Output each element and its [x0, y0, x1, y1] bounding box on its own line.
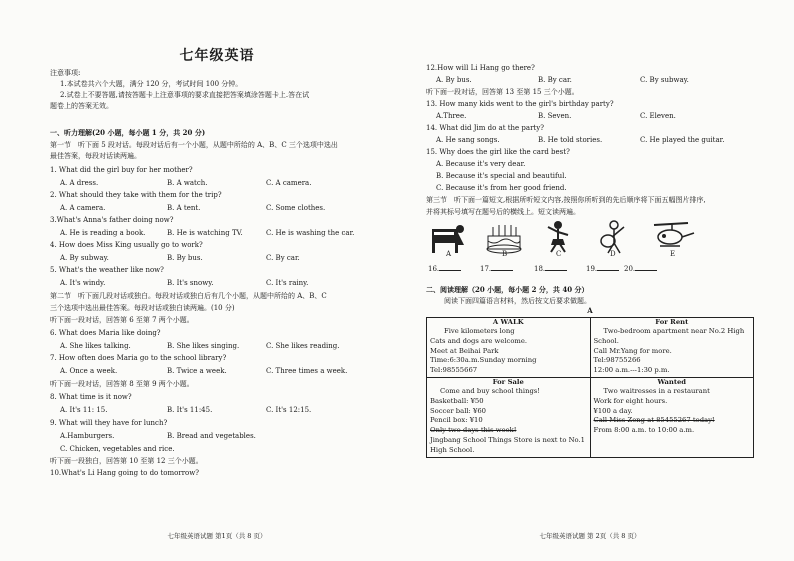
question-9: 9. What will they have for lunch? — [50, 419, 168, 427]
dialog-note-13-15: 听下面一段对话，回答第 13 至第 15 三个小题。 — [426, 88, 579, 96]
page-2-footer: 七年级英语试题 第 2页（共 8 页） — [539, 532, 641, 540]
pic-label-e: E — [670, 250, 676, 258]
ad-wanted-line: From 8:00 a.m. to 10:00 a.m. — [593, 426, 695, 435]
question-7: 7. How often does Maria go to the school library? — [50, 354, 227, 362]
q15-option-a: A. Because it's very dear. — [436, 160, 526, 168]
page-title: 七年级英语 — [179, 48, 255, 64]
answer-blank-16[interactable] — [428, 263, 461, 273]
ad-rent-line: 12:00 a.m.---1:30 p.m. — [593, 366, 670, 375]
blank-label-19: 19. — [586, 265, 598, 273]
q7-option-c: C. Three times a week. — [266, 367, 348, 375]
ad-walk-line: Cats and dogs are welcome. — [430, 336, 528, 345]
q13-option-c: C. Eleven. — [640, 112, 676, 120]
ad-rent-line: School. — [593, 336, 619, 345]
question-15: 15. Why does the girl like the card best? — [426, 148, 570, 156]
ads-table — [426, 317, 754, 458]
ad-rent-title: For Rent — [655, 318, 689, 326]
q13-option-b: B. Seven. — [538, 112, 572, 120]
notice-heading: 注意事项: — [50, 69, 81, 77]
q6-option-b: B. She likes singing. — [167, 342, 240, 350]
ad-rent-line: Tel:98755266 — [593, 356, 641, 365]
notice-line-2: 2.试卷上不要答题,请按答题卡上注意事项的要求直接把答案填涂答题卡上.答在试 — [60, 91, 310, 99]
question-6: 6. What does Maria like doing? — [50, 329, 161, 337]
answer-blank-20[interactable] — [624, 263, 657, 273]
question-4: 4. How does Miss King usually go to work? — [50, 241, 203, 249]
q15-option-b: B. Because it's special and beautiful. — [436, 172, 567, 180]
q14-option-a: A. He sang songs. — [436, 136, 500, 144]
page-1-footer: 七年级英语试题 第1页（共 8 页） — [167, 532, 267, 540]
q5-option-c: C. It's rainy. — [266, 279, 309, 287]
q6-option-a: A. She likes talking. — [60, 342, 131, 350]
q1-option-b: B. A watch. — [167, 179, 208, 187]
blank-label-20: 20. — [624, 265, 636, 273]
q5-option-a: A. It's windy. — [60, 279, 106, 287]
q6-option-c: C. She likes reading. — [266, 342, 340, 350]
ad-sale-line: Basketball: ¥50 — [430, 396, 484, 405]
q9-option-b: B. Bread and vegetables. — [167, 432, 256, 440]
section-2-heading: 二、阅读理解（20 小题，每小题 2 分，共 40 分） — [426, 285, 589, 294]
question-5: 5. What's the weather like now? — [50, 266, 164, 274]
answer-blank-17[interactable] — [480, 263, 513, 273]
q2-option-b: B. A tent. — [167, 204, 201, 212]
part-3-instruction-2: 并将其标号填写在题号后的横线上。短文读两遍。 — [426, 208, 580, 216]
q4-option-a: A. By subway. — [60, 254, 109, 262]
ad-sale-line: Jingbang School Things Store is next to No.1 — [430, 436, 585, 445]
ad-walk-line: Meet at Beihai Park — [430, 346, 499, 355]
q7-option-b: B. Twice a week. — [167, 367, 227, 375]
section-1-heading: 一、听力理解(20 小题，每小题 1 分，共 20 分) — [50, 128, 206, 137]
ad-wanted-line: Two waitresses in a restaurant — [603, 386, 710, 395]
answer-blank-19[interactable] — [586, 263, 619, 273]
q14-option-b: B. He told stories. — [538, 136, 603, 144]
q2-option-a: A. A camera. — [60, 204, 106, 212]
part-2-dialog-note: 听下面一段对话，回答第 6 至第 7 两个小题。 — [50, 316, 194, 324]
ad-sale-line: High School. — [430, 445, 475, 454]
q15-option-c: C. Because it's from her good friend. — [436, 184, 567, 192]
q8-option-b: B. It's 11:45. — [167, 406, 213, 414]
page-1 — [50, 0, 384, 561]
q2-option-c: C. Some clothes. — [266, 204, 326, 212]
q8-option-c: C. It's 12:15. — [266, 406, 312, 414]
notice-line-1: 1.本试卷共六个大题，满分 120 分，考试时间 100 分钟。 — [60, 80, 243, 88]
q3-option-a: A. He is reading a book. — [60, 229, 146, 237]
q13-option-a: A.Three. — [436, 112, 467, 120]
q3-option-c: C. He is washing the car. — [266, 229, 355, 237]
question-10: 10.What's Li Hang going to do tomorrow? — [50, 469, 200, 477]
blank-label-17: 17. — [480, 265, 492, 273]
ad-sale-line: Soccer ball: ¥60 — [430, 406, 486, 415]
notice-line-3: 题卷上的答案无效。 — [50, 102, 113, 110]
question-14: 14. What did Jim do at the party? — [426, 124, 544, 132]
pic-label-c: C — [556, 250, 562, 258]
ad-sale-title: For Sale — [492, 378, 524, 387]
q5-option-b: B. It's snowy. — [167, 279, 214, 287]
ad-wanted — [590, 378, 754, 458]
q12-option-b: B. By car. — [538, 76, 572, 84]
question-3: 3.What's Anna's father doing now? — [50, 216, 174, 224]
passage-label: A — [587, 306, 593, 315]
ad-walk-title: A WALK — [492, 318, 524, 326]
question-2: 2. What should they take with them for the trip? — [50, 191, 222, 199]
q4-option-b: B. By bus. — [167, 254, 203, 262]
q7-option-a: A. Once a week. — [60, 367, 118, 375]
part-2-instruction-2: 三个选项中选出最佳答案。每段对话或独白读两遍。(10 分) — [50, 304, 235, 312]
ad-rent — [590, 318, 754, 378]
part-1-instruction-2: 最佳答案，每段对话读两遍。 — [50, 152, 141, 160]
pic-label-b: B — [502, 250, 508, 258]
q12-option-a: A. By bus. — [436, 76, 472, 84]
q8-option-a: A. It's 11: 15. — [60, 406, 108, 414]
q9-option-a: A.Hamburgers. — [60, 432, 115, 440]
ad-sale — [427, 378, 591, 458]
blank-label-18: 18. — [534, 265, 546, 273]
ad-walk-line: Time:6:30a.m.Sunday morning — [430, 356, 537, 365]
q4-option-c: C. By car. — [266, 254, 300, 262]
part-3-instruction: 第三节 听下面一篇短文,根据所听短文内容,按照你所听到的先后顺序将下面五幅图片排序, — [426, 196, 706, 204]
monologue-note-10-12: 听下面一段独白，回答第 10 至第 12 三个小题。 — [50, 457, 203, 465]
ad-sale-line: Only two days this week! — [430, 426, 517, 435]
question-13: 13. How many kids went to the girl's birthday party? — [426, 100, 614, 108]
q3-option-b: B. He is watching TV. — [167, 229, 243, 237]
q9-option-c: C. Chicken, vegetables and rice. — [60, 445, 175, 453]
ad-sale-line: Pencil box: ¥10 — [430, 416, 483, 425]
pic-label-a: A — [446, 250, 452, 258]
ad-sale-line: Come and buy school things! — [440, 386, 541, 395]
question-12: 12.How will Li Hang go there? — [426, 64, 535, 72]
question-1: 1. What did the girl buy for her mother? — [50, 166, 193, 174]
answer-blank-18[interactable] — [534, 263, 567, 273]
q12-option-c: C. By subway. — [640, 76, 689, 84]
ad-wanted-title: Wanted — [657, 378, 687, 387]
pic-label-d: D — [610, 250, 616, 258]
q1-option-a: A. A dress. — [60, 179, 99, 187]
ad-wanted-line: Work for eight hours. — [593, 396, 668, 405]
section-2-intro: 阅读下面四篇语言材料，然后按文后要求做题。 — [444, 297, 591, 305]
ad-wanted-line: Call Miss Zeng at 85455267 today! — [593, 416, 715, 425]
part-2-instruction: 第二节 听下面几段对话或独白。每段对话或独白后有几个小题，从题中所给的 A、B、C — [50, 292, 327, 300]
ad-walk-line: Five kilometers long — [444, 326, 515, 335]
ad-walk-line: Tel:98555667 — [430, 366, 478, 375]
q14-option-c: C. He played the guitar. — [640, 136, 725, 144]
dialog-note-8-9: 听下面一段对话，回答第 8 至第 9 两个小题。 — [50, 380, 194, 388]
question-8: 8. What time is it now? — [50, 393, 132, 401]
ad-rent-line: Two-bedroom apartment near No.2 High — [603, 326, 745, 335]
ad-walk — [427, 318, 591, 378]
part-1-instruction: 第一节 听下面 5 段对话。每段对话后有一个小题，从题中所给的 A、B、C 三个选项中选出 — [50, 141, 338, 149]
ad-rent-line: Call Mr.Yang for more. — [593, 346, 672, 355]
blank-label-16: 16. — [428, 265, 440, 273]
q1-option-c: C. A camera. — [266, 179, 312, 187]
page-2 — [426, 0, 754, 561]
ad-wanted-line: ¥100 a day. — [593, 406, 633, 415]
